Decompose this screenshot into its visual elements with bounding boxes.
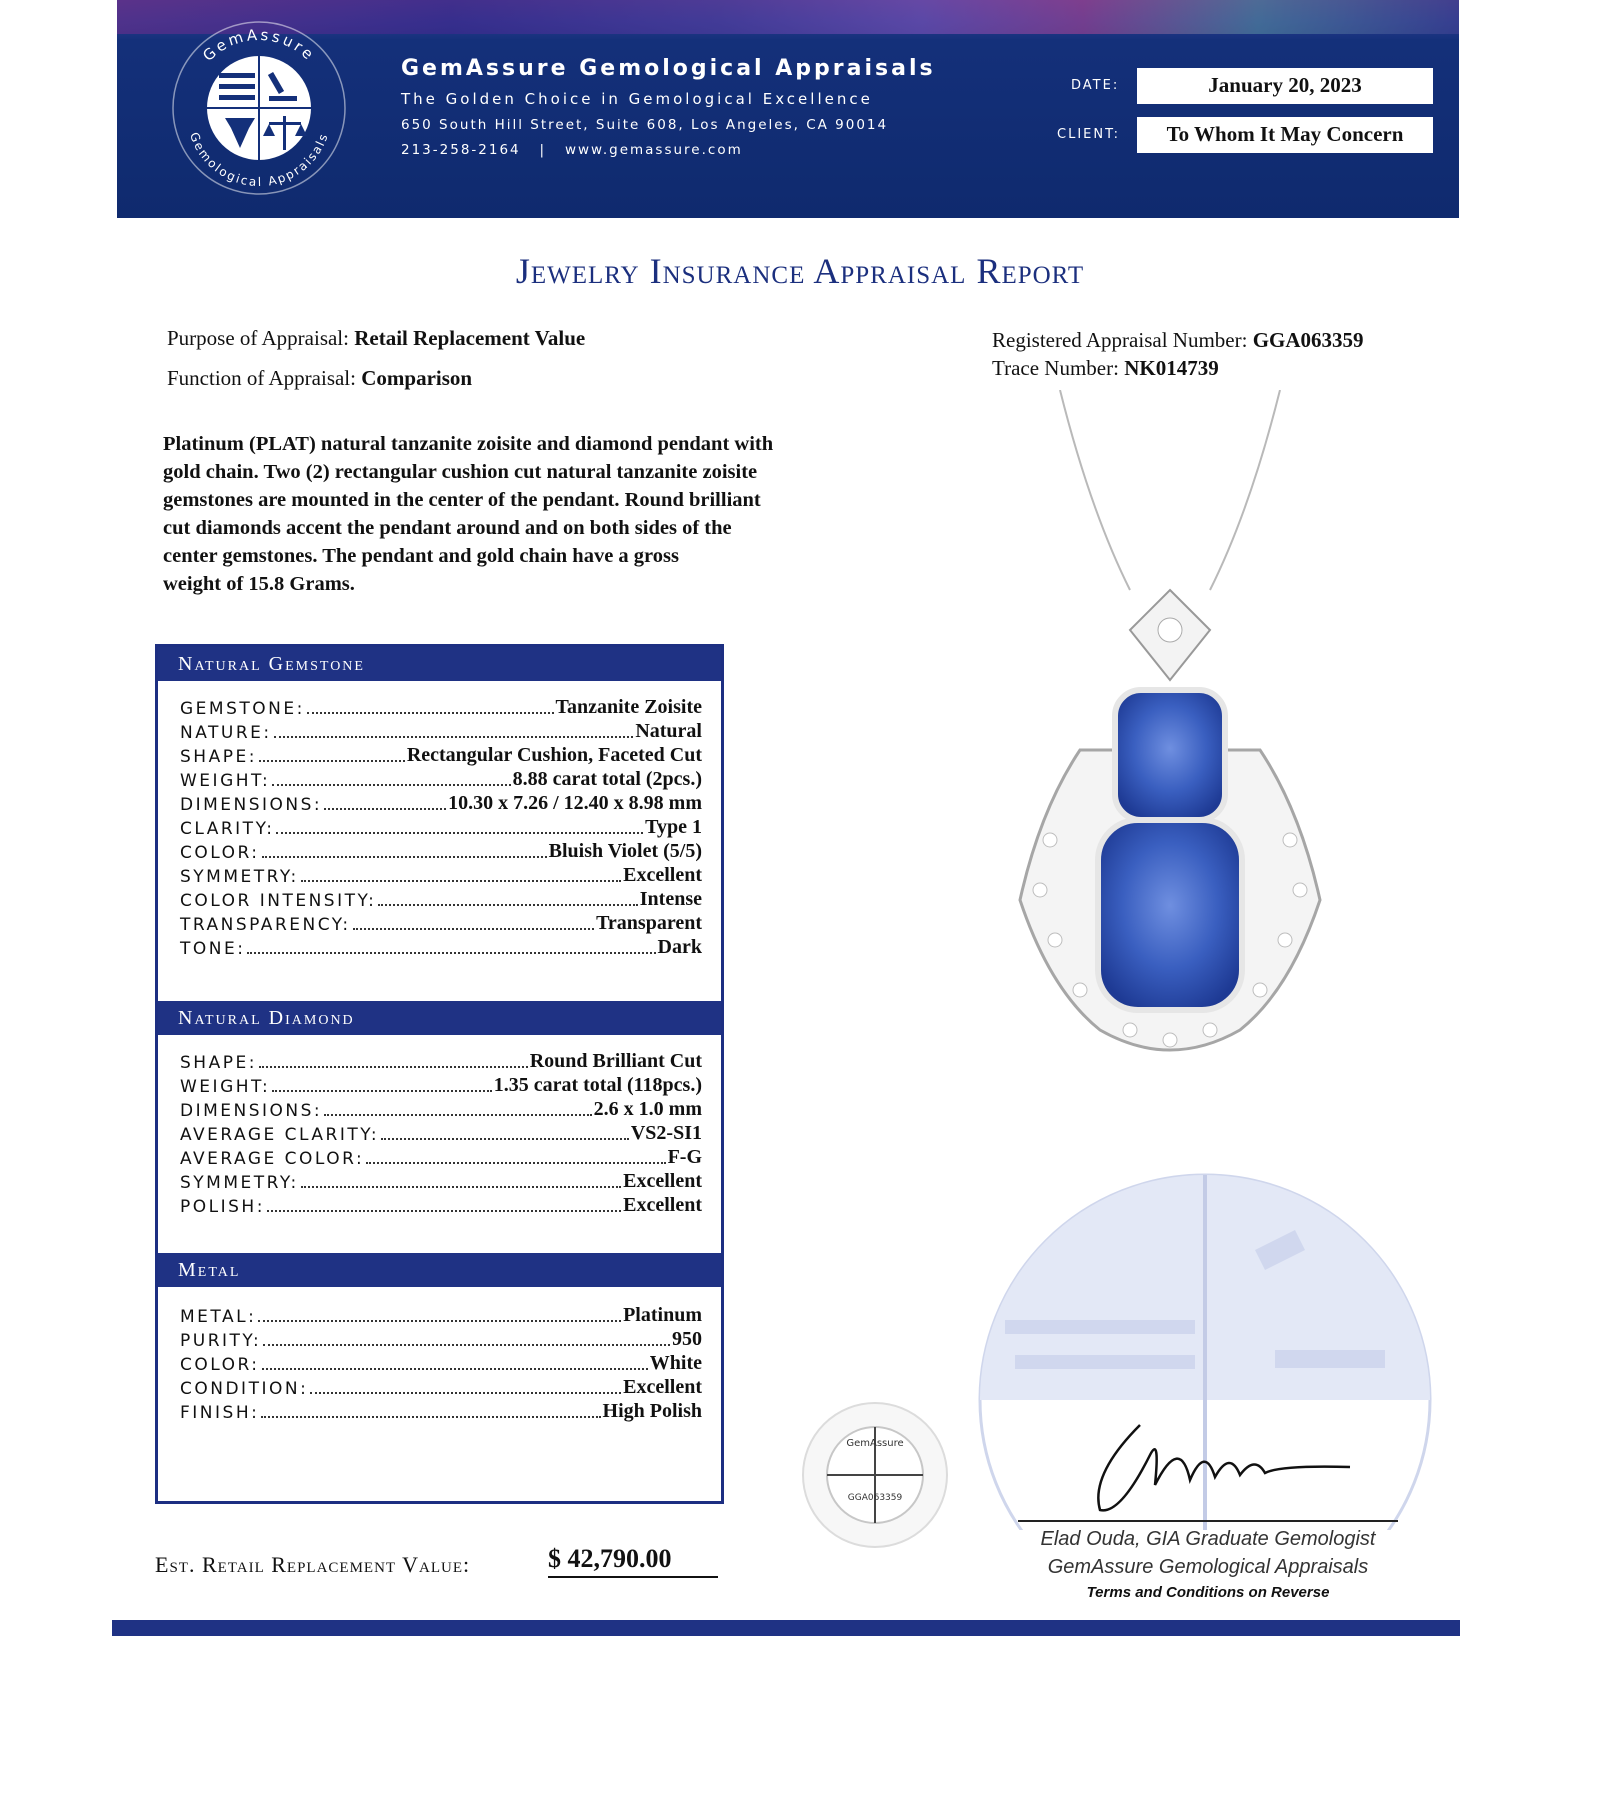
signature-line	[1018, 1520, 1398, 1522]
diamond-row	[180, 1145, 702, 1169]
signatory-company: GemAssure Gemological Appraisals	[1047, 1556, 1369, 1578]
company-website: www.gemassure.com	[564, 142, 743, 158]
company-address: 650 South Hill Street, Suite 608, Los Angeles, CA 90014	[401, 117, 889, 133]
client-value: To Whom It May Concern	[1137, 117, 1433, 153]
spec-label: METAL:	[180, 1307, 257, 1327]
report-title: Jewelry Insurance Appraisal Report	[515, 251, 1085, 291]
value-amount-field	[548, 1544, 718, 1578]
gemstone-row	[180, 863, 702, 887]
registration-line	[992, 328, 1364, 353]
spec-value: 8.88 carat total (2pcs.)	[512, 768, 702, 790]
gemstone-row	[180, 719, 702, 743]
spec-label: GEMSTONE:	[180, 699, 305, 719]
pendant-chain	[1060, 390, 1280, 590]
spec-value: Excellent	[623, 1376, 702, 1398]
gemstone-heading: Natural Gemstone	[158, 647, 721, 681]
spec-value: Natural	[635, 720, 702, 742]
footer-bar	[112, 1620, 1460, 1636]
gemstone-row	[180, 791, 702, 815]
spec-value: 950	[672, 1328, 702, 1350]
lower-tanzanite	[1098, 820, 1242, 1010]
description-line: weight of 15.8 Grams.	[163, 573, 355, 595]
description-line: gold chain. Two (2) rectangular cushion cut natural tanzanite zoisite	[163, 461, 758, 483]
value-label: Est. Retail Replacement Value:	[155, 1552, 471, 1577]
spec-label: DIMENSIONS:	[180, 795, 323, 815]
spec-value: White	[649, 1352, 702, 1374]
signatory-name: Elad Ouda, GIA Graduate Gemologist	[1040, 1528, 1376, 1550]
spec-value: Rectangular Cushion, Faceted Cut	[406, 744, 702, 766]
spec-label: COLOR INTENSITY:	[180, 891, 377, 911]
registration-label: Registered Appraisal Number:	[992, 328, 1248, 352]
spec-label: SYMMETRY:	[180, 1173, 299, 1193]
spec-value: Excellent	[623, 1170, 702, 1192]
diamond-row	[180, 1193, 702, 1217]
spec-value: Bluish Violet (5/5)	[548, 840, 702, 862]
metal-row	[180, 1303, 702, 1327]
spec-label: PURITY:	[180, 1331, 262, 1351]
diamond-row	[180, 1169, 702, 1193]
value-amount: 42,790.00	[567, 1544, 672, 1573]
function-label: Function of Appraisal:	[167, 366, 356, 390]
currency-symbol: $	[548, 1544, 561, 1573]
gemstone-row	[180, 743, 702, 767]
stamp-text: GemAssure	[846, 1438, 904, 1449]
seal-text-bottom: Gemological Appraisals	[186, 130, 332, 190]
gemstone-row	[180, 911, 702, 935]
spec-label: WEIGHT:	[180, 771, 271, 791]
gemassure-seal-logo	[169, 18, 349, 198]
gemstone-row	[180, 815, 702, 839]
diamond-row	[180, 1049, 702, 1073]
date-label: DATE:	[1071, 78, 1120, 93]
date-value: January 20, 2023	[1137, 68, 1433, 104]
signature	[1080, 1415, 1360, 1520]
spec-value: Excellent	[623, 864, 702, 886]
upper-tanzanite	[1115, 690, 1225, 820]
spec-label: TRANSPARENCY:	[180, 915, 351, 935]
spec-label: CLARITY:	[180, 819, 275, 839]
spec-label: TONE:	[180, 939, 246, 959]
spec-value: Tanzanite Zoisite	[555, 696, 702, 718]
trace-line	[992, 356, 1219, 381]
spec-label: NATURE:	[180, 723, 272, 743]
company-block	[401, 56, 936, 158]
spec-label: AVERAGE CLARITY:	[180, 1125, 380, 1145]
spec-value: 2.6 x 1.0 mm	[593, 1098, 702, 1120]
metal-heading: Metal	[158, 1253, 721, 1287]
company-name: GemAssure Gemological Appraisals	[401, 56, 936, 81]
registration-value: GGA063359	[1252, 328, 1364, 352]
spec-value: Dark	[657, 936, 702, 958]
description-line: cut diamonds accent the pendant around and on both sides of the	[163, 517, 732, 539]
specifications-panel	[155, 644, 724, 1504]
gemstone-row	[180, 935, 702, 959]
item-description	[163, 430, 893, 598]
company-phone: 213-258-2164	[401, 142, 521, 158]
gemstone-row	[180, 767, 702, 791]
spec-value: 10.30 x 7.26 / 12.40 x 8.98 mm	[448, 792, 702, 814]
trace-label: Trace Number:	[992, 356, 1119, 380]
diamond-row	[180, 1097, 702, 1121]
diamond-heading: Natural Diamond	[158, 1001, 721, 1035]
spec-label: SHAPE:	[180, 1053, 257, 1073]
terms-note: Terms and Conditions on Reverse	[1086, 1584, 1330, 1601]
spec-label: DIMENSIONS:	[180, 1101, 323, 1121]
trace-value: NK014739	[1124, 356, 1219, 380]
stamp-code: GGA063359	[847, 1493, 903, 1503]
spec-label: WEIGHT:	[180, 1077, 271, 1097]
metal-row	[180, 1351, 702, 1375]
gemstone-row	[180, 695, 702, 719]
spec-value: Intense	[639, 888, 702, 910]
purpose-line	[167, 326, 585, 351]
spec-label: COLOR:	[180, 1355, 260, 1375]
purpose-value: Retail Replacement Value	[354, 326, 586, 350]
spec-value: Transparent	[596, 912, 702, 934]
diamond-row	[180, 1121, 702, 1145]
metal-row	[180, 1327, 702, 1351]
seal-text-top: GemAssure	[199, 25, 319, 65]
gemstone-row	[180, 887, 702, 911]
spec-label: SHAPE:	[180, 747, 257, 767]
company-tagline: The Golden Choice in Gemological Excellence	[401, 90, 873, 108]
spec-value: VS2-SI1	[630, 1122, 702, 1144]
description-line: center gemstones. The pendant and gold chain have a gross	[163, 545, 679, 567]
contact-separator: |	[539, 142, 547, 158]
description-line: gemstones are mounted in the center of the pendant. Round brilliant	[163, 489, 761, 511]
metal-row	[180, 1399, 702, 1423]
gemstone-row	[180, 839, 702, 863]
pendant-photo	[980, 390, 1360, 1130]
description-line: Platinum (PLAT) natural tanzanite zoisite and diamond pendant with	[163, 433, 774, 455]
spec-label: CONDITION:	[180, 1379, 309, 1399]
function-value: Comparison	[361, 366, 473, 390]
spec-label: SYMMETRY:	[180, 867, 299, 887]
spec-value: F-G	[667, 1146, 702, 1168]
spec-value: Type 1	[645, 816, 702, 838]
diamond-row	[180, 1073, 702, 1097]
client-label: CLIENT:	[1057, 127, 1120, 142]
spec-label: COLOR:	[180, 843, 260, 863]
spec-value: 1.35 carat total (118pcs.)	[493, 1074, 702, 1096]
spec-label: POLISH:	[180, 1197, 265, 1217]
spec-value: Excellent	[623, 1194, 702, 1216]
metal-row	[180, 1375, 702, 1399]
company-contact	[401, 142, 936, 158]
function-line	[167, 366, 472, 391]
purpose-label: Purpose of Appraisal:	[167, 326, 349, 350]
spec-label: FINISH:	[180, 1403, 260, 1423]
embossed-stamp	[800, 1400, 950, 1550]
spec-value: Platinum	[623, 1304, 702, 1326]
header-banner	[117, 0, 1459, 218]
spec-value: Round Brilliant Cut	[529, 1050, 702, 1072]
spec-value: High Polish	[602, 1400, 702, 1422]
spec-label: AVERAGE COLOR:	[180, 1149, 365, 1169]
